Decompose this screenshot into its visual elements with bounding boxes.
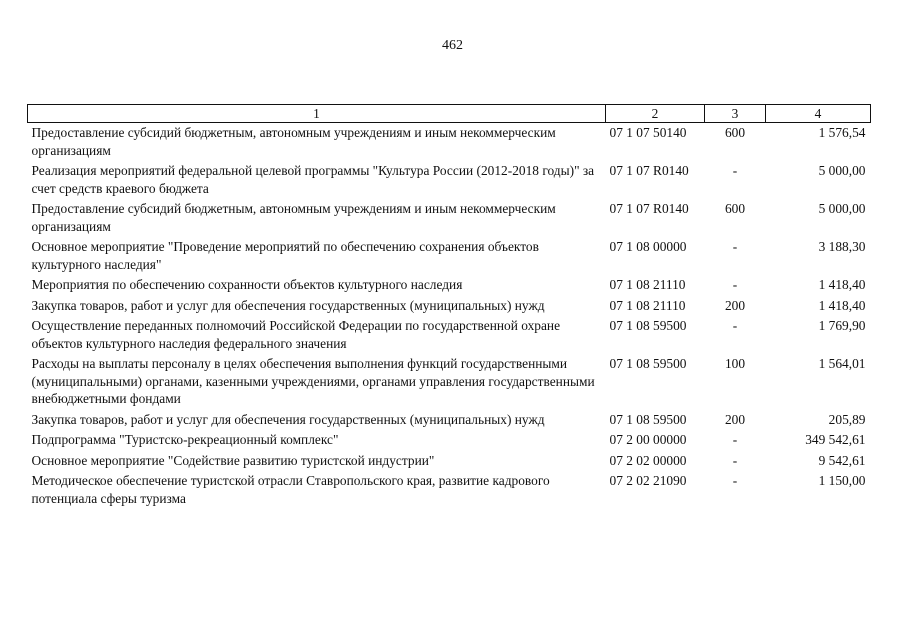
row-amount: 1 418,40 bbox=[818, 277, 866, 292]
row-expense-type: - bbox=[732, 239, 738, 254]
row-code: 07 1 08 21110 bbox=[609, 277, 686, 292]
header-col-3: 3 bbox=[705, 105, 766, 123]
table-row bbox=[28, 237, 871, 275]
row-code: 07 1 07 R0140 bbox=[609, 201, 689, 216]
row-name: Подпрограмма "Туристско-рекреационный комплекс" bbox=[31, 432, 339, 447]
table-row bbox=[28, 199, 871, 237]
row-amount: 205,89 bbox=[828, 411, 866, 427]
budget-table bbox=[27, 104, 871, 509]
row-code: 07 2 02 00000 bbox=[609, 452, 687, 468]
table-row bbox=[28, 354, 871, 410]
row-expense-type: 200 bbox=[724, 297, 746, 313]
table-header bbox=[28, 105, 871, 123]
row-expense-type: - bbox=[732, 163, 738, 178]
row-amount: 1 576,54 bbox=[818, 125, 866, 140]
row-expense-type: - bbox=[732, 432, 738, 447]
header-col-2: 2 bbox=[606, 105, 705, 123]
row-expense-type: - bbox=[732, 473, 738, 488]
header-col-4: 4 bbox=[766, 105, 871, 123]
row-amount: 5 000,00 bbox=[818, 163, 866, 178]
row-expense-type: - bbox=[732, 452, 738, 468]
row-name: Закупка товаров, работ и услуг для обеспечения государственных (муниципальных) нужд bbox=[31, 411, 545, 427]
row-expense-type: 100 bbox=[724, 356, 746, 371]
row-amount: 5 000,00 bbox=[818, 201, 866, 216]
table-row bbox=[28, 161, 871, 199]
row-name: Основное мероприятие "Проведение мероприятий по обеспечению сохранения объектов культурного наследия" bbox=[31, 239, 539, 272]
table-row bbox=[28, 471, 871, 509]
row-name: Предоставление субсидий бюджетным, автономным учреждениям и иным некоммерческим организациям bbox=[31, 125, 556, 158]
row-amount: 1 418,40 bbox=[818, 297, 866, 313]
row-code: 07 2 00 00000 bbox=[609, 432, 687, 447]
row-code: 07 1 08 59500 bbox=[609, 356, 687, 371]
row-amount: 9 542,61 bbox=[818, 452, 866, 468]
header-col-1: 1 bbox=[28, 105, 606, 123]
row-expense-type: 200 bbox=[724, 411, 746, 427]
row-name: Методическое обеспечение туристской отрасли Ставропольского края, развитие кадрового потенциала сферы туризма bbox=[31, 473, 550, 506]
row-code: 07 1 08 59500 bbox=[609, 318, 687, 333]
row-amount: 1 769,90 bbox=[818, 318, 866, 333]
table-row bbox=[28, 451, 871, 472]
table-row bbox=[28, 410, 871, 431]
row-name: Расходы на выплаты персоналу в целях обеспечения выполнения функций государственными (муниципальными) органами, казенными учреждениями, органами управления государственными внебюджетными фондами bbox=[31, 356, 595, 406]
row-code: 07 1 07 50140 bbox=[609, 125, 687, 140]
table-row bbox=[28, 316, 871, 354]
row-expense-type: - bbox=[732, 318, 738, 333]
table-row bbox=[28, 275, 871, 296]
row-name: Реализация мероприятий федеральной целевой программы "Культура России (2012-2018 годы)" за счет средств краевого бюджета bbox=[31, 163, 595, 196]
table-row bbox=[28, 123, 871, 162]
row-expense-type: - bbox=[732, 277, 738, 292]
row-name: Основное мероприятие "Содействие развитию туристской индустрии" bbox=[31, 452, 435, 468]
table-row bbox=[28, 296, 871, 317]
row-name: Предоставление субсидий бюджетным, автономным учреждениям и иным некоммерческим организациям bbox=[31, 201, 556, 234]
table-body bbox=[28, 123, 871, 510]
page-number: 462 bbox=[442, 38, 463, 53]
row-name: Осуществление переданных полномочий Российской Федерации по государственной охране объектов культурного наследия федерального значения bbox=[31, 318, 561, 351]
row-code: 07 2 02 21090 bbox=[609, 473, 687, 488]
header-row bbox=[28, 105, 871, 123]
row-code: 07 1 08 21110 bbox=[609, 297, 686, 313]
row-code: 07 1 08 00000 bbox=[609, 239, 687, 254]
row-code: 07 1 08 59500 bbox=[609, 411, 687, 427]
row-amount: 3 188,30 bbox=[818, 239, 866, 254]
row-expense-type: 600 bbox=[724, 125, 746, 140]
row-code: 07 1 07 R0140 bbox=[609, 163, 689, 178]
row-amount: 349 542,61 bbox=[805, 432, 866, 447]
row-name: Мероприятия по обеспечению сохранности объектов культурного наследия bbox=[31, 277, 463, 292]
row-amount: 1 564,01 bbox=[818, 356, 866, 371]
row-name: Закупка товаров, работ и услуг для обеспечения государственных (муниципальных) нужд bbox=[31, 297, 545, 313]
table-row bbox=[28, 430, 871, 451]
row-amount: 1 150,00 bbox=[818, 473, 866, 488]
row-expense-type: 600 bbox=[724, 201, 746, 216]
